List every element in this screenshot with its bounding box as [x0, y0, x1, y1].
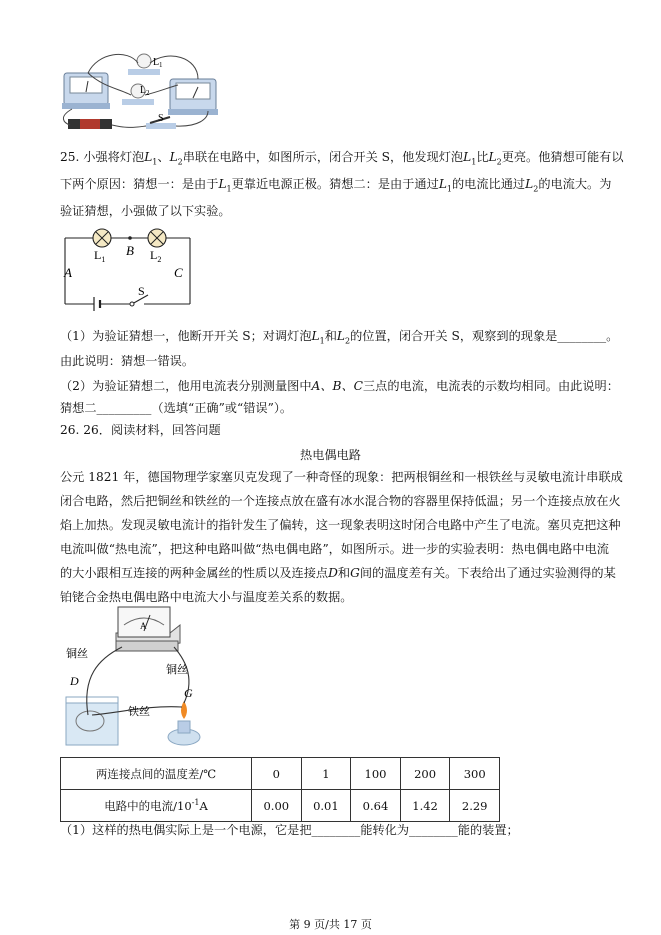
table-cell: 300 [450, 758, 500, 790]
q25-line2: 下两个原因：猜想一：是由于$L_1$更靠近电源正极。猜想二：是由于通过$L_1$的电流比通过$L_2$的电流大。为 [60, 177, 612, 194]
label-g: G [184, 686, 193, 700]
table-row [61, 758, 500, 790]
battery [68, 119, 112, 129]
table-cell: 200 [400, 758, 450, 790]
label-s: S [138, 284, 145, 298]
fig1-label-l1: L [153, 57, 160, 68]
q26-para-line3: 焰上加热。发现灵敏电流计的指针发生了偏转，这一现象表明这时闭合电路中产生了电流。塞贝克把这种 [60, 518, 621, 532]
ammeter-1 [62, 73, 110, 109]
page-number: 第 9 页/共 17 页 [289, 918, 372, 931]
switch-pivot [130, 302, 134, 306]
apparatus-figure [58, 47, 223, 137]
label-a: A [64, 265, 72, 280]
q25-part2-answer: 猜想二_________（选填“正确”或“错误”）。 [60, 401, 293, 415]
q26-para-line6: 铂铑合金热电偶电路中电流大小与温度差关系的数据。 [60, 590, 353, 604]
table-cell: 100 [351, 758, 401, 790]
q25-line3: 验证猜想，小强做了以下实验。 [60, 204, 231, 218]
lamp-l2 [148, 229, 166, 247]
table-cell: 0.01 [301, 790, 351, 822]
table-cell: 电路中的电流$/10^{-1}A$ [61, 790, 252, 822]
q25-part2: （2）为验证猜想二，他用电流表分别测量图中A、B、C三点的电流，电流表的示数均相同。由此说明： [60, 379, 619, 393]
label-copper-2: 铜丝 [166, 663, 188, 676]
table-cell: 0.00 [252, 790, 302, 822]
q26-heading: 26. 26．阅读材料，回答问题 [60, 423, 221, 437]
ammeter-2 [168, 79, 218, 115]
galvanometer [116, 607, 180, 651]
svg-text:1: 1 [159, 61, 163, 69]
q26-para-line5: 的大小跟相互连接的两种金属丝的性质以及连接点D和G间的温度差有关。下表给出了通过实验测得的某 [60, 566, 616, 580]
table-cell: 0 [252, 758, 302, 790]
table-cell: 0.64 [351, 790, 401, 822]
q25-part1: （1）为验证猜想一，他断开开关 S；对调灯泡$L_1$和$L_2$的位置，闭合开关 S，观察到的现象是________。 [60, 329, 619, 346]
beaker [66, 697, 118, 745]
label-c: C [174, 265, 183, 280]
battery-symbol [94, 297, 100, 311]
q25-part1-conclusion: 由此说明：猜想一错误。 [60, 354, 195, 368]
table-row [61, 790, 500, 822]
q26-title: 热电偶电路 [300, 448, 361, 462]
svg-text:2: 2 [146, 89, 150, 97]
table-cell: 1 [301, 758, 351, 790]
circuit-diagram [60, 225, 200, 315]
q26-para-line2: 闭合电路，然后把铜丝和铁丝的一个连接点放在盛有冰水混合物的容器里保持低温；另一个连接点放在火 [60, 494, 621, 508]
q26-part1: （1）这样的热电偶实际上是一个电源，它是把________能转化为________能的装置； [60, 823, 519, 837]
alcohol-lamp [168, 701, 200, 745]
fig1-label-s: S [158, 113, 164, 124]
table-cell: 1.42 [400, 790, 450, 822]
q26-para-line1: 公元 1821 年，德国物理学家塞贝克发现了一种奇怪的现象：把两根铜丝和一根铁丝与灵敏电流计串联成 [60, 470, 623, 484]
label-l2: $L_2$ [150, 248, 162, 264]
table-cell: 2.29 [450, 790, 500, 822]
label-iron: 铁丝 [128, 705, 150, 718]
svg-text:A: A [140, 621, 147, 631]
label-copper-1: 铜丝 [66, 647, 88, 660]
data-table [60, 757, 500, 822]
fig1-label-l2: L [140, 85, 147, 96]
table-cell: 两连接点间的温度差/℃ [61, 758, 252, 790]
thermocouple-figure [58, 603, 238, 751]
q26-para-line4: 电流叫做“热电流”，把这种电路叫做“热电偶电路”，如图所示。进一步的实验表明：热电偶电路中电流 [60, 542, 609, 556]
point-b-dot [128, 236, 132, 240]
lamp-l1 [93, 229, 111, 247]
label-l1: $L_1$ [94, 248, 106, 264]
label-b: B [126, 243, 134, 258]
q25-line1: 25. 小强将灯泡$L_1$、$L_2$串联在电路中，如图所示，闭合开关 S，他发现灯泡$L_1$比$L_2$更亮。他猜想可能有以 [60, 150, 624, 167]
label-d: D [70, 674, 79, 688]
